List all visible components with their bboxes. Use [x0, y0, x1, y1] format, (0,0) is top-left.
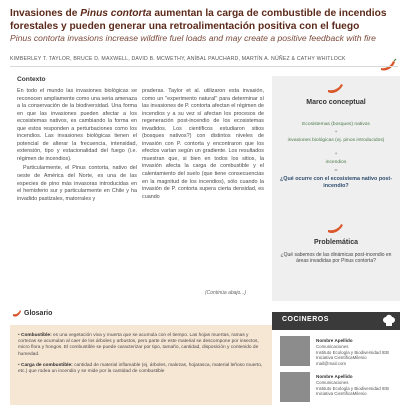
paragraph: praderas. Taylor et al. utilizaron esta invasión, como un "experimento natural" para determinar sí las invasiones de P. contorta afectan el régimen de incendios y a su vez sí afectan los procesos de regeneración post-incendio de los ecosistemas invadidos. Los científicos estudiaron sitios (bosques nativos?) con distintos niveles de invasión con P. contorta y encontraron que los efectos varían según un gradiente. Los resultados muestran que, si bien en todos los sitios, la invasión afecta la carga de combustible y el calentamiento del suelo (que tiene consecuencias en la magnitud de los incendios), sólo cuando la invasión de P. contorta supera cierta densidad, es cuando [142, 88, 264, 200]
paragraph: Particularmente, el Pinus contorta, nativo del oeste de América del Norte, es una de las especies de pino más invasoras introducidas en el hemisferio sur y particularmente en Chile y ha invadido pastizales, matorrales y [17, 165, 137, 202]
contexto-heading: Contexto [17, 76, 46, 83]
glossary-definition: cantidad de material inflamable (ej. árboles, malezas, hojarasca, material leñoso muerto, etc.) que rodea un incendio y se mide por la cantidad de combustible [18, 363, 263, 375]
article-title [10, 8, 398, 33]
glossary-definition: es una vegetación viva y muerta que se acumula con el tiempo. Las hojas muertas, ramas y cortezas se acumulan al caer de los árboles y arbustos, pero parte de este material se descompone por insectos, micro flora y hongos. El combustible se puede caracterizar por tipo, tamaño, cantidad, disposición y contenido de humedad. [18, 333, 259, 357]
problematica-text: ¿Qué sabemos de las dinámicas post-incendio en áreas invadidas por Pinus contorta? [280, 252, 392, 265]
title-suffix: aumentan la carga de combustible de incendios forestales y pueden generar una retroalimentación positiva con el fuego [10, 8, 387, 32]
marco-line: + [334, 152, 338, 157]
authors-line: KIMBERLEY T. TAYLOR, BRUCE D. MAXWELL, DAVID B. MCWETHY, ANÍBAL PAUCHARD, MARTÍN A. NÚÑEZ & CATHY WHITLOCK [10, 56, 346, 62]
divider [10, 66, 398, 67]
cocinero-institution: Instituto Ecología y Biodiversidad IEB [316, 349, 389, 355]
sidebar-panel [272, 76, 400, 301]
avatar [280, 336, 310, 366]
avatar [280, 372, 310, 402]
cocinero-institution: Instituto Ecología y Biodiversidad IEB [316, 385, 389, 391]
cocinero-name: Nombre Apellido [316, 374, 353, 379]
paragraph: En todo el mundo las invasiones biológicas se reconocen ampliamente como una seria amenaza a la conservación de la biodiversidad. Una forma en que las invasiones pueden afectar a los ecosistemas nativos, es cambiando la forma en que estos responden a perturbaciones como los incendios. Las invasiones biológicas tienen el potencial de alterar la frecuencia, intensidad, extensión, tipo y estacionalidad del fuego (i.e. régimen de incendios). [17, 88, 137, 162]
cocinero-email[interactable]: mail@mail.com [316, 360, 347, 366]
title-prefix: Invasiones de [10, 8, 81, 19]
article-subtitle [10, 33, 398, 44]
cocineros-header [272, 312, 400, 330]
cocinero-role: Comunicaciones [316, 380, 349, 385]
subtitle-rest: invasions increase wildfire fuel loads and may create a positive feedback with fire [64, 33, 376, 43]
continued-note: (Continúa abajo...) [205, 290, 247, 296]
cocinero-role: Comunicaciones [316, 344, 349, 349]
subtitle-species: Pinus contorta [10, 33, 65, 43]
cocinero-info [316, 344, 389, 366]
marco-arrow: = [334, 168, 338, 174]
glossary-item: • Combustible: es una vegetación viva y muerta que se acumula con el tiempo. Las hojas muertas, ramas y cortezas se acumulan al caer de los árboles y arbustos, pero parte de este material se descompone por insectos, micro flora y hongos. El combustible se puede caracterizar por tipo, tamaño, cantidad, disposición y contenido de humedad. [18, 333, 259, 357]
marco-question: ¿Qué ocurre con el ecosistema nativo post-incendio? [279, 176, 393, 189]
cocinero-card [272, 372, 400, 404]
glosario-box [10, 325, 272, 405]
cocinero-initiative: Iniciativa CientíficaMilenio [316, 355, 367, 361]
problematica-title: Problemática [314, 239, 358, 246]
cocinero-name: Nombre Apellido [316, 338, 353, 343]
marco-line: invasiones biológicas (ej. pinos introducidos) [287, 138, 385, 143]
contexto-column-1 [17, 88, 137, 205]
article-header [10, 8, 398, 44]
cocineros-title: COCINEROS [282, 316, 329, 323]
chili-pepper-icon [11, 308, 23, 320]
glossary-item: • Carga de combustible: cantidad de material inflamable (ej. árboles, malezas, hojarasca, material leñoso muerto, etc.) que rodea un incendio y se mide por la cantidad de combustible [18, 363, 263, 375]
glossary-term: Carga de combustible: [21, 363, 73, 368]
contexto-column-2 [142, 88, 264, 203]
chef-hat-icon [382, 314, 396, 328]
marco-line: Ecosistemas (bosques) nativos [302, 122, 370, 127]
cocinero-info [316, 380, 389, 397]
glosario-heading: Glosario [24, 310, 53, 317]
chili-pepper-icon [326, 82, 346, 96]
chili-pepper-icon [326, 222, 346, 236]
cocinero-card [272, 336, 400, 368]
marco-line: incendios [325, 160, 347, 165]
title-species: Pinus contorta [80, 8, 152, 19]
marco-line: + [334, 130, 338, 135]
marco-title: Marco conceptual [306, 99, 366, 106]
glossary-term: Combustible: [21, 333, 52, 338]
cocinero-initiative: Iniciativa CientíficaMilenio [316, 391, 367, 397]
